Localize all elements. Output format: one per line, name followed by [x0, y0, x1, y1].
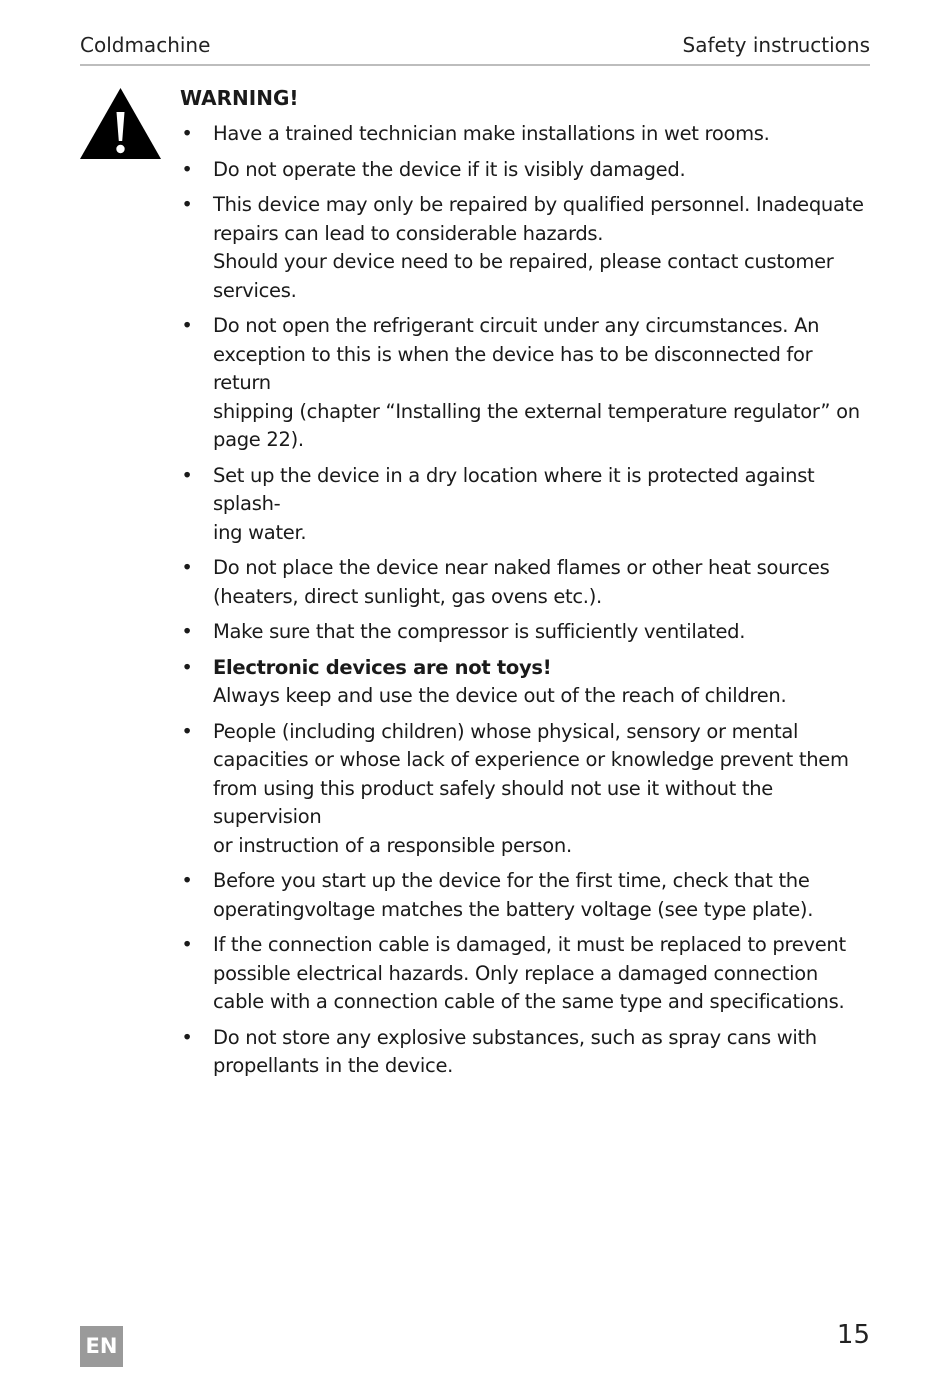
item-text: or instruction of a responsible person.	[213, 833, 572, 857]
list-item	[180, 654, 872, 711]
list-item	[180, 191, 872, 305]
item-text: cable with a connection cable of the same type and specifications.	[213, 990, 845, 1013]
item-text: Have a trained technician make installations in wet rooms.	[213, 122, 770, 145]
item-text: exception to this is when the device has to be disconnected for return	[213, 342, 813, 394]
item-text: Set up the device in a dry location where it is protected against splash-	[213, 463, 815, 515]
list-item	[180, 618, 872, 647]
item-text: Make sure that the compressor is sufficiently ventilated.	[213, 620, 746, 643]
list-item	[180, 462, 872, 548]
bullet-icon: •	[181, 869, 193, 892]
warning-section	[180, 84, 872, 1088]
item-text: shipping (chapter “Installing the external temperature regulator” on	[213, 399, 860, 423]
list-item	[180, 120, 872, 149]
warning-triangle-icon	[80, 88, 161, 159]
item-text: Do not operate the device if it is visibly damaged.	[213, 157, 686, 181]
list-item	[180, 1024, 872, 1081]
item-text: If the connection cable is damaged, it must be replaced to prevent	[213, 933, 846, 956]
bullet-icon: •	[181, 157, 193, 181]
list-item	[180, 156, 872, 185]
bullet-icon: •	[181, 1025, 193, 1049]
list-item	[180, 718, 872, 861]
bullet-icon: •	[181, 193, 193, 216]
bullet-icon: •	[181, 620, 193, 643]
list-item	[180, 554, 872, 611]
item-text: from using this product safely should not use it without the supervision	[213, 776, 773, 828]
item-text: People (including children) whose physical, sensory or mental	[213, 719, 799, 743]
item-text: capacities or whose lack of experience or knowledge prevent them	[213, 748, 849, 771]
list-item	[180, 867, 872, 924]
bullet-icon: •	[181, 655, 193, 679]
item-text: This device may only be repaired by qualified personnel. Inadequate	[213, 193, 864, 216]
bullet-icon: •	[181, 719, 193, 743]
page-number: 15	[836, 1320, 870, 1350]
item-text: Always keep and use the device out of the reach of children.	[213, 684, 787, 707]
item-text: page 22).	[213, 428, 304, 451]
item-text: Do not place the device near naked flames or other heat sources	[213, 556, 830, 579]
bullet-icon: •	[181, 463, 193, 487]
header-section-title: Safety instructions	[682, 33, 870, 57]
page-header	[80, 30, 870, 66]
item-heading: Electronic devices are not toys!	[213, 655, 552, 679]
bullet-icon: •	[181, 556, 193, 579]
list-item	[180, 931, 872, 1017]
bullet-icon: •	[181, 933, 193, 956]
item-text: (heaters, direct sunlight, gas ovens etc.).	[213, 584, 602, 608]
item-text: ing water.	[213, 520, 307, 544]
item-text: possible electrical hazards. Only replace a damaged connection	[213, 961, 818, 985]
bullet-icon: •	[181, 314, 193, 337]
list-item	[180, 312, 872, 455]
item-text: services.	[213, 278, 297, 302]
bullet-icon: •	[181, 122, 193, 145]
item-text: Do not store any explosive substances, such as spray cans with	[213, 1025, 817, 1049]
item-text: Should your device need to be repaired, please contact customer	[213, 250, 834, 273]
item-text: Do not open the refrigerant circuit under any circumstances. An	[213, 314, 820, 337]
warning-title: WARNING!	[180, 86, 299, 110]
item-text: repairs can lead to considerable hazards.	[213, 221, 604, 245]
item-text: Before you start up the device for the first time, check that the	[213, 869, 810, 892]
item-text: operatingvoltage matches the battery voltage (see type plate).	[213, 897, 814, 921]
language-badge: EN	[80, 1326, 123, 1367]
header-product-name: Coldmachine	[80, 33, 211, 57]
warning-list	[180, 120, 872, 1081]
item-text: propellants in the device.	[213, 1054, 454, 1077]
